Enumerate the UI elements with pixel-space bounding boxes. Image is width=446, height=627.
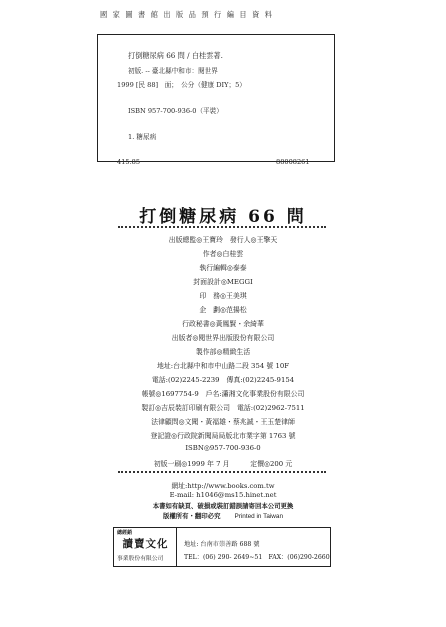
credit-line: 執行編輯◎泰泰 (199, 264, 247, 272)
cip-series-line: 1999 [民 88] 面； 公分（健康 DIY；5） (117, 81, 246, 89)
credit-line: 印 務◎王美琪 (199, 292, 247, 300)
distributor-company: 事業股份有限公司 (117, 556, 164, 562)
credit-line: 初版一刷◎1999 年 7 月 定價◎200 元 (153, 460, 293, 468)
credit-line: 企 劃◎范揚松 (199, 306, 247, 314)
credit-line: 出版者◎閱世界出版股份有限公司 (171, 334, 275, 342)
credit-line: 製作部◎精緻生活 (195, 348, 251, 356)
return-notice: 本書如有缺頁、破損或裝訂錯誤請寄回本公司更換 (152, 502, 294, 510)
credit-line: 帳號◎1697754-9 戶名:瀟湘文化事業股份有限公司 (141, 390, 305, 398)
cip-record-box (97, 34, 335, 166)
cip-heading: 國 家 圖 書 館 出 版 品 預 行 編 目 資 料 (100, 10, 274, 19)
credit-line: 製訂◎吉辰裝訂印刷有限公司 電話:(02)2962-7511 (141, 404, 305, 412)
cip-record-number: 88008261 (276, 158, 310, 166)
credit-line: 行政秘書◎黃鳳賢・余綺華 (182, 320, 264, 328)
distributor-label: 總經銷 (117, 530, 133, 536)
printed-in: Printed in Taiwan (234, 513, 284, 520)
cip-publisher-line: 初版. -- 臺北縣中和市：閱世界 (128, 67, 218, 75)
credit-line: 作者◎白桂雲 (202, 250, 244, 258)
credit-line: 法律顧問◎文聞・黃福雄・蔡兆誠・王玉楚律師 (151, 418, 295, 426)
rights-notice (0, 511, 446, 520)
rights-reserved: 版權所有・翻印必究 (162, 512, 221, 520)
email: E-mail: h1046@ms15.hinet.net (169, 491, 277, 499)
star-rule-bottom (118, 471, 326, 473)
distributor-brand: 讀賣文化 (122, 538, 169, 550)
credit-line: 電話:(02)2245-2239 傳真:(02)2245-9154 (151, 376, 295, 384)
credit-line: ISBN◎957-700-936-0 (185, 444, 261, 452)
book-title: 打倒糖尿病 66 問 (139, 207, 307, 227)
credit-line: 封面設計◎MEGGI (193, 278, 253, 286)
website: 網址:http://www.books.com.tw (171, 482, 275, 490)
credit-line: 地址:台北縣中和市中山路二段 354 號 10F (156, 362, 290, 370)
cip-call-number: 415.85 (117, 158, 141, 166)
cip-title-line: 打倒糖尿病 66 問 / 白桂雲著. (128, 51, 223, 60)
distributor-box (113, 527, 331, 567)
cip-isbn-line: ISBN 957-700-936-0（平裝） (128, 107, 223, 115)
credit-line: 登記證◎行政院新聞局局版北市業字第 1763 號 (150, 432, 296, 440)
star-rule-top (118, 226, 326, 228)
distributor-phone: TEL：(06) 290- 2649~51 FAX：(06)290-2660 (184, 554, 330, 561)
credit-line: 出版總監◎王寶玲 發行人◎王擎天 (168, 236, 278, 244)
distributor-divider (176, 528, 177, 566)
distributor-address: 地址: 台南市崇善路 688 號 (184, 541, 260, 548)
cip-subject-line: 1. 糖尿病 (128, 133, 157, 141)
